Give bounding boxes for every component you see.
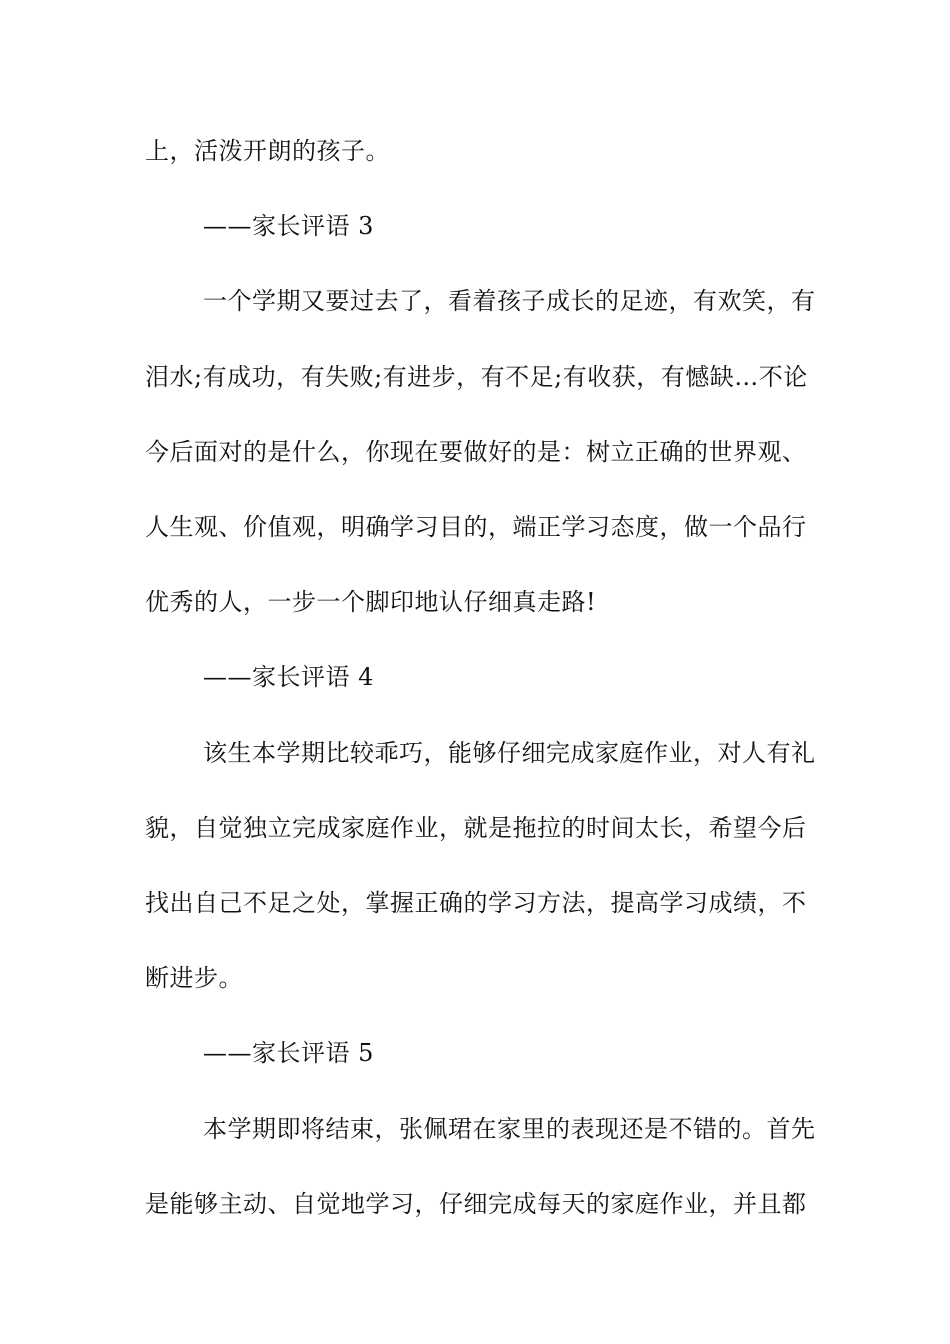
paragraph-line: 今后面对的是什么，你现在要做好的是：树立正确的世界观、 [145, 438, 807, 466]
section-heading: ——家长评语 4 [203, 663, 374, 691]
paragraph-line: 该生本学期比较乖巧，能够仔细完成家庭作业，对人有礼 [203, 739, 816, 767]
paragraph-line: 断进步。 [145, 964, 243, 992]
paragraph-line: 泪水;有成功，有失败;有进步，有不足;有收获，有憾缺…不论 [145, 363, 808, 391]
paragraph-line: 本学期即将结束，张佩珺在家里的表现还是不错的。首先 [203, 1115, 816, 1143]
paragraph-line: 一个学期又要过去了，看着孩子成长的足迹，有欢笑，有 [203, 287, 816, 315]
section-heading: ——家长评语 5 [203, 1039, 374, 1067]
paragraph-line: 人生观、价值观，明确学习目的，端正学习态度，做一个品行 [145, 513, 807, 541]
paragraph-line: 是能够主动、自觉地学习，仔细完成每天的家庭作业，并且都 [145, 1190, 807, 1218]
paragraph-line: 上，活泼开朗的孩子。 [145, 137, 390, 165]
paragraph-line: 貌，自觉独立完成家庭作业，就是拖拉的时间太长，希望今后 [145, 814, 807, 842]
paragraph-line: 优秀的人，一步一个脚印地认仔细真走路! [145, 588, 597, 616]
paragraph-line: 找出自己不足之处，掌握正确的学习方法，提高学习成绩，不 [145, 889, 807, 917]
section-heading: ——家长评语 3 [203, 212, 374, 240]
